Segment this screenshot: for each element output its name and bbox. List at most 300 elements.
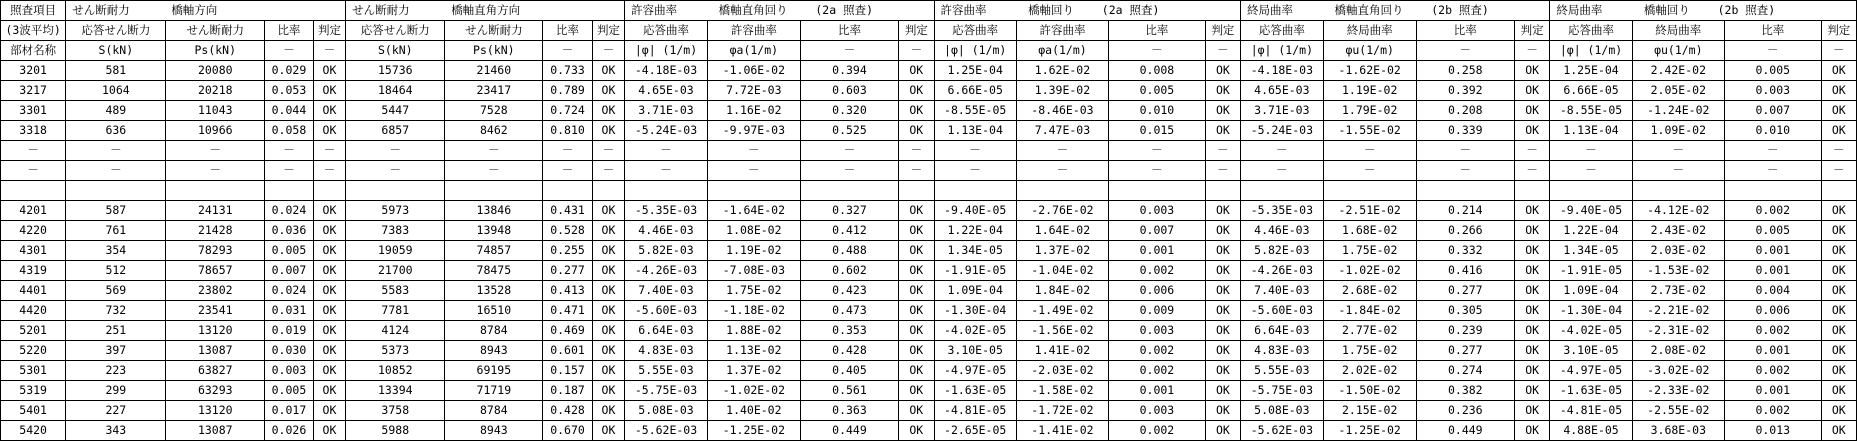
table-cell: -1.72E-02	[1016, 401, 1108, 421]
table-cell: 1.19E-02	[707, 241, 800, 261]
table-cell	[346, 181, 445, 201]
column-header: 比率	[1109, 21, 1206, 41]
table-cell: OK	[1205, 261, 1240, 281]
table-cell: OK	[592, 361, 624, 381]
table-cell	[1821, 181, 1856, 201]
table-cell: -7.08E-03	[707, 261, 800, 281]
table-cell: 1.22E-04	[934, 221, 1016, 241]
table-cell: -4.18E-03	[1240, 61, 1323, 81]
table-cell: －	[1016, 141, 1108, 161]
table-cell: －	[66, 141, 166, 161]
table-cell: 732	[66, 301, 166, 321]
table-cell: OK	[899, 301, 934, 321]
table-cell: -3.02E-02	[1632, 361, 1724, 381]
table-cell: 0.157	[543, 361, 593, 381]
table-cell: 0.002	[1109, 261, 1206, 281]
unit-cell: －	[1109, 41, 1206, 61]
table-cell: OK	[899, 61, 934, 81]
table-cell: 3.68E-03	[1632, 421, 1724, 441]
unit-cell: －	[899, 41, 934, 61]
table-cell: 5.82E-03	[625, 241, 708, 261]
table-cell: 0.003	[1109, 401, 1206, 421]
table-cell: 7.72E-03	[707, 81, 800, 101]
table-cell: －	[265, 161, 314, 181]
column-header: 許容曲率	[707, 21, 800, 41]
table-cell: 0.208	[1416, 101, 1514, 121]
table-row	[1, 321, 1857, 341]
table-cell: 0.002	[1724, 321, 1821, 341]
table-cell: 0.236	[1416, 401, 1514, 421]
table-cell: 3.10E-05	[1550, 341, 1632, 361]
table-cell: OK	[1821, 61, 1856, 81]
table-cell: OK	[1821, 81, 1856, 101]
table-cell: OK	[1821, 301, 1856, 321]
table-cell	[1550, 181, 1632, 201]
table-cell: 23417	[445, 81, 543, 101]
table-cell	[166, 181, 265, 201]
table-cell: -1.91E-05	[1550, 261, 1632, 281]
table-cell: 0.277	[1416, 281, 1514, 301]
table-cell: －	[265, 141, 314, 161]
table-cell	[934, 181, 1016, 201]
column-header: 応答曲率	[625, 21, 708, 41]
group-title-c: (2b 照査)	[1717, 3, 1776, 17]
table-cell: -1.62E-02	[1323, 61, 1416, 81]
column-header: 判定	[1821, 21, 1856, 41]
table-cell: 397	[66, 341, 166, 361]
column-header: 比率	[543, 21, 593, 41]
table-cell: OK	[592, 201, 624, 221]
table-cell: 354	[66, 241, 166, 261]
table-cell: -1.25E-02	[707, 421, 800, 441]
table-cell: －	[592, 141, 624, 161]
table-cell: 5.82E-03	[1240, 241, 1323, 261]
table-cell: OK	[313, 261, 345, 281]
table-cell: OK	[1821, 221, 1856, 241]
column-header: 応答曲率	[934, 21, 1016, 41]
table-cell: 21428	[166, 221, 265, 241]
table-cell: 1.75E-02	[707, 281, 800, 301]
unit-cell: S(kN)	[346, 41, 445, 61]
table-cell: 299	[66, 381, 166, 401]
table-cell: 0.005	[265, 381, 314, 401]
table-cell: －	[66, 161, 166, 181]
table-cell: -5.35E-03	[625, 201, 708, 221]
table-cell: OK	[313, 101, 345, 121]
table-cell: 19059	[346, 241, 445, 261]
table-cell: －	[313, 141, 345, 161]
table-cell: 5973	[346, 201, 445, 221]
table-cell: 8462	[445, 121, 543, 141]
table-cell: OK	[313, 241, 345, 261]
table-cell: -2.21E-02	[1632, 301, 1724, 321]
column-header: 比率	[1724, 21, 1821, 41]
table-cell: 0.789	[543, 81, 593, 101]
table-cell: OK	[592, 421, 624, 441]
table-cell: 343	[66, 421, 166, 441]
table-cell: －	[1514, 141, 1549, 161]
table-row	[1, 181, 1857, 201]
table-cell: 0.277	[543, 261, 593, 281]
table-cell: 0.015	[1109, 121, 1206, 141]
member-name-cell: 5319	[1, 381, 66, 401]
table-cell: -4.26E-03	[1240, 261, 1323, 281]
table-cell: 223	[66, 361, 166, 381]
table-cell: －	[1821, 141, 1856, 161]
table-row	[1, 161, 1857, 181]
table-cell: 0.305	[1416, 301, 1514, 321]
table-row	[1, 221, 1857, 241]
table-cell: －	[1514, 161, 1549, 181]
table-cell: 0.005	[1109, 81, 1206, 101]
table-row	[1, 261, 1857, 281]
group-title	[625, 1, 934, 21]
table-cell: OK	[899, 121, 934, 141]
table-cell: -1.18E-02	[707, 301, 800, 321]
table-cell: 1.37E-02	[1016, 241, 1108, 261]
table-cell: －	[1550, 141, 1632, 161]
table-cell: OK	[313, 121, 345, 141]
table-cell: －	[166, 161, 265, 181]
table-cell: OK	[592, 281, 624, 301]
table-cell: OK	[1205, 61, 1240, 81]
table-cell: OK	[1205, 201, 1240, 221]
table-cell: 3758	[346, 401, 445, 421]
table-cell: 1.84E-02	[1016, 281, 1108, 301]
table-cell	[1724, 181, 1821, 201]
table-cell: －	[592, 161, 624, 181]
table-cell: 2.43E-02	[1632, 221, 1724, 241]
table-cell: 0.001	[1724, 261, 1821, 281]
table-cell: OK	[1205, 101, 1240, 121]
table-cell: OK	[899, 281, 934, 301]
table-cell: －	[899, 161, 934, 181]
table-cell: OK	[1205, 121, 1240, 141]
table-cell: 0.002	[1109, 421, 1206, 441]
table-cell: 0.488	[800, 241, 898, 261]
table-cell: 4.83E-03	[1240, 341, 1323, 361]
table-cell: -1.63E-05	[1550, 381, 1632, 401]
table-cell: 2.05E-02	[1632, 81, 1724, 101]
table-cell: -5.24E-03	[625, 121, 708, 141]
table-cell: 0.001	[1109, 241, 1206, 261]
table-cell: OK	[592, 121, 624, 141]
table-cell: 13087	[166, 421, 265, 441]
table-cell: -5.24E-03	[1240, 121, 1323, 141]
table-cell: OK	[1514, 401, 1549, 421]
table-cell: OK	[899, 81, 934, 101]
table-cell: -2.33E-02	[1632, 381, 1724, 401]
unit-cell: －	[1724, 41, 1821, 61]
table-cell: －	[1632, 141, 1724, 161]
table-cell: 0.001	[1724, 341, 1821, 361]
table-cell: 0.007	[1724, 101, 1821, 121]
table-cell: -5.60E-03	[625, 301, 708, 321]
table-cell: OK	[592, 241, 624, 261]
table-cell: OK	[1821, 201, 1856, 221]
unit-cell: φu(1/m)	[1632, 41, 1724, 61]
table-cell: OK	[1514, 81, 1549, 101]
table-cell: OK	[1205, 241, 1240, 261]
table-cell: 2.73E-02	[1632, 281, 1724, 301]
table-cell: －	[1109, 141, 1206, 161]
table-cell: 569	[66, 281, 166, 301]
table-row	[1, 141, 1857, 161]
group-title-b: 橋軸回り	[1643, 3, 1690, 17]
table-cell: 1.88E-02	[707, 321, 800, 341]
table-cell: 0.258	[1416, 61, 1514, 81]
table-cell: 0.332	[1416, 241, 1514, 261]
table-cell: OK	[1821, 321, 1856, 341]
unit-cell: －	[543, 41, 593, 61]
table-cell: OK	[1514, 301, 1549, 321]
table-cell: 24131	[166, 201, 265, 221]
table-cell: OK	[899, 321, 934, 341]
table-cell: －	[1821, 161, 1856, 181]
table-cell: OK	[313, 421, 345, 441]
table-cell: 1.25E-04	[934, 61, 1016, 81]
table-cell: OK	[313, 321, 345, 341]
table-cell: 1.13E-04	[1550, 121, 1632, 141]
unit-cell: －	[800, 41, 898, 61]
table-cell: OK	[1205, 281, 1240, 301]
table-cell: OK	[313, 341, 345, 361]
table-row	[1, 341, 1857, 361]
table-cell: 0.214	[1416, 201, 1514, 221]
table-cell: 5.08E-03	[1240, 401, 1323, 421]
table-cell: －	[1416, 141, 1514, 161]
table-cell: -2.31E-02	[1632, 321, 1724, 341]
table-cell: 0.004	[1724, 281, 1821, 301]
table-cell: OK	[899, 241, 934, 261]
table-cell: -5.62E-03	[625, 421, 708, 441]
table-cell: 0.005	[1724, 221, 1821, 241]
table-cell: 4124	[346, 321, 445, 341]
table-cell: －	[346, 161, 445, 181]
column-header: 判定	[592, 21, 624, 41]
table-cell: 6.64E-03	[1240, 321, 1323, 341]
average-label: (3波平均)	[1, 21, 66, 41]
table-cell: 6857	[346, 121, 445, 141]
table-cell: 0.525	[800, 121, 898, 141]
member-name-cell: 5201	[1, 321, 66, 341]
group-title-a: 許容曲率	[631, 3, 678, 17]
unit-cell: －	[265, 41, 314, 61]
table-cell: OK	[1205, 221, 1240, 241]
group-title	[66, 1, 346, 21]
table-cell: OK	[313, 201, 345, 221]
table-cell: OK	[1205, 421, 1240, 441]
table-cell: 0.423	[800, 281, 898, 301]
table-cell	[445, 181, 543, 201]
table-cell: 0.187	[543, 381, 593, 401]
table-cell: 0.030	[265, 341, 314, 361]
table-cell: 1.09E-04	[934, 281, 1016, 301]
table-cell: 1.19E-02	[1323, 81, 1416, 101]
table-cell: 0.017	[265, 401, 314, 421]
member-name-cell: 3301	[1, 101, 66, 121]
table-cell: 0.428	[543, 401, 593, 421]
table-cell: OK	[1514, 201, 1549, 221]
table-cell: OK	[592, 221, 624, 241]
group-title-c: (2a 照査)	[1101, 3, 1160, 17]
table-cell: 0.733	[543, 61, 593, 81]
table-cell: -1.41E-02	[1016, 421, 1108, 441]
table-cell: －	[800, 141, 898, 161]
table-cell: OK	[899, 421, 934, 441]
table-cell: -1.30E-04	[934, 301, 1016, 321]
table-cell: 0.031	[265, 301, 314, 321]
table-cell: 6.66E-05	[1550, 81, 1632, 101]
table-cell: -9.40E-05	[1550, 201, 1632, 221]
column-header: 応答せん断力	[346, 21, 445, 41]
table-cell: 18464	[346, 81, 445, 101]
table-cell: -2.03E-02	[1016, 361, 1108, 381]
table-cell: 5583	[346, 281, 445, 301]
table-cell: 78657	[166, 261, 265, 281]
column-header: 比率	[265, 21, 314, 41]
table-cell: OK	[1205, 301, 1240, 321]
table-cell	[1016, 181, 1108, 201]
table-cell: 0.255	[543, 241, 593, 261]
table-cell: 8784	[445, 321, 543, 341]
table-cell: 1064	[66, 81, 166, 101]
table-cell: -1.49E-02	[1016, 301, 1108, 321]
table-cell: －	[899, 141, 934, 161]
table-cell: 2.42E-02	[1632, 61, 1724, 81]
column-header: せん断耐力	[166, 21, 265, 41]
table-cell: 0.005	[265, 241, 314, 261]
table-cell: -1.91E-05	[934, 261, 1016, 281]
table-cell: -1.02E-02	[707, 381, 800, 401]
column-header: 終局曲率	[1323, 21, 1416, 41]
table-cell: 13528	[445, 281, 543, 301]
table-cell: 13948	[445, 221, 543, 241]
table-cell: －	[1550, 161, 1632, 181]
table-cell: 78475	[445, 261, 543, 281]
table-cell: -1.50E-02	[1323, 381, 1416, 401]
table-cell: 7.40E-03	[1240, 281, 1323, 301]
table-cell	[899, 181, 934, 201]
check-item-label: 照査項目	[1, 1, 66, 21]
table-cell: 6.66E-05	[934, 81, 1016, 101]
member-name-cell: 3201	[1, 61, 66, 81]
table-cell: 0.473	[800, 301, 898, 321]
group-title-a: 終局曲率	[1556, 3, 1603, 17]
table-cell: OK	[592, 301, 624, 321]
table-cell: OK	[1821, 261, 1856, 281]
table-cell	[1323, 181, 1416, 201]
column-header: 応答曲率	[1240, 21, 1323, 41]
column-header: 応答せん断力	[66, 21, 166, 41]
table-cell: OK	[1514, 121, 1549, 141]
table-cell	[1514, 181, 1549, 201]
table-cell: OK	[1514, 261, 1549, 281]
unit-row	[1, 41, 1857, 61]
table-cell: 4.83E-03	[625, 341, 708, 361]
table-cell: －	[1416, 161, 1514, 181]
member-name-cell: 4301	[1, 241, 66, 261]
table-cell: 2.02E-02	[1323, 361, 1416, 381]
table-row	[1, 421, 1857, 441]
table-cell	[1416, 181, 1514, 201]
table-cell: －	[313, 161, 345, 181]
table-cell: 1.40E-02	[707, 401, 800, 421]
table-cell: -8.55E-05	[1550, 101, 1632, 121]
table-cell: 0.405	[800, 361, 898, 381]
subheader-row	[1, 21, 1857, 41]
table-cell: 4.46E-03	[625, 221, 708, 241]
table-cell: 0.002	[1724, 201, 1821, 221]
table-cell: -1.02E-02	[1323, 261, 1416, 281]
table-cell: 5.55E-03	[1240, 361, 1323, 381]
table-cell: －	[543, 141, 593, 161]
unit-cell: －	[1205, 41, 1240, 61]
table-cell: 0.003	[1109, 201, 1206, 221]
table-cell: -1.24E-02	[1632, 101, 1724, 121]
table-cell: 1.13E-04	[934, 121, 1016, 141]
table-cell: 636	[66, 121, 166, 141]
table-cell: 8943	[445, 341, 543, 361]
table-cell: 251	[66, 321, 166, 341]
table-cell: 20080	[166, 61, 265, 81]
member-name-cell: 5301	[1, 361, 66, 381]
table-cell: -4.26E-03	[625, 261, 708, 281]
table-cell: 0.431	[543, 201, 593, 221]
unit-cell: －	[313, 41, 345, 61]
table-cell: OK	[592, 81, 624, 101]
table-cell: 761	[66, 221, 166, 241]
table-cell: －	[1240, 161, 1323, 181]
table-cell: 3.10E-05	[934, 341, 1016, 361]
table-cell: OK	[899, 101, 934, 121]
table-cell: -1.58E-02	[1016, 381, 1108, 401]
table-cell: 0.266	[1416, 221, 1514, 241]
table-cell: OK	[1821, 381, 1856, 401]
table-cell: 0.339	[1416, 121, 1514, 141]
table-cell: 7.40E-03	[625, 281, 708, 301]
table-cell: 0.382	[1416, 381, 1514, 401]
table-cell: 15736	[346, 61, 445, 81]
table-cell	[265, 181, 314, 201]
table-cell: －	[445, 141, 543, 161]
group-title	[934, 1, 1240, 21]
table-cell: OK	[313, 281, 345, 301]
table-cell: 71719	[445, 381, 543, 401]
table-cell: -9.97E-03	[707, 121, 800, 141]
table-cell: 0.003	[1109, 321, 1206, 341]
member-name-cell: 5401	[1, 401, 66, 421]
table-cell: OK	[1821, 241, 1856, 261]
table-cell: 7528	[445, 101, 543, 121]
table-cell: 1.79E-02	[1323, 101, 1416, 121]
table-cell: -5.75E-03	[625, 381, 708, 401]
table-cell: 6.64E-03	[625, 321, 708, 341]
group-title	[346, 1, 625, 21]
unit-cell: －	[1416, 41, 1514, 61]
table-cell: OK	[592, 261, 624, 281]
table-cell: OK	[1821, 401, 1856, 421]
member-name-cell: 3318	[1, 121, 66, 141]
table-cell: -1.63E-05	[934, 381, 1016, 401]
table-cell	[592, 181, 624, 201]
table-cell: OK	[592, 101, 624, 121]
table-cell: 0.008	[1109, 61, 1206, 81]
table-cell: 0.001	[1109, 381, 1206, 401]
member-name-cell: 4420	[1, 301, 66, 321]
member-name-cell: 4319	[1, 261, 66, 281]
table-cell: 0.029	[265, 61, 314, 81]
